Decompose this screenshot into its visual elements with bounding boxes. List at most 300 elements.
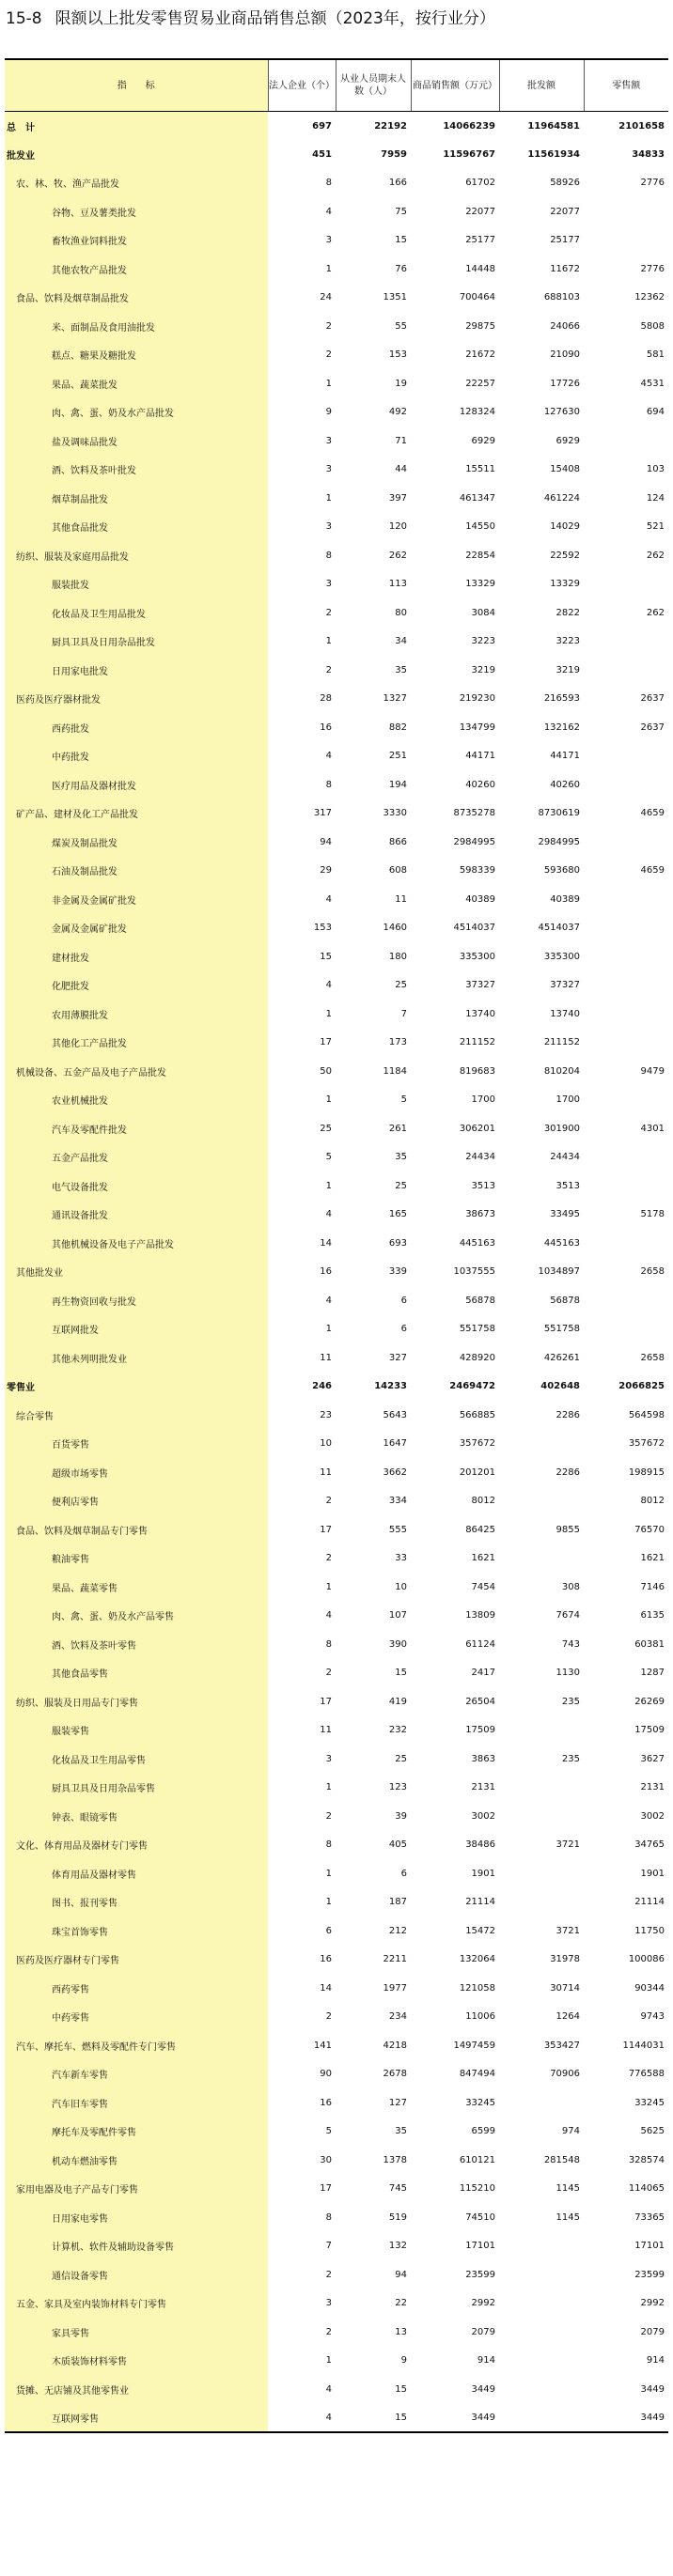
wholesale-cell: 127630 bbox=[543, 407, 580, 418]
wholesale-cell: 15408 bbox=[550, 464, 580, 475]
indicator-cell: 文化、体育用品及器材专门零售 bbox=[5, 1831, 268, 1860]
indicator-cell: 零售业 bbox=[5, 1373, 268, 1402]
enterprises-cell: 9 bbox=[325, 407, 332, 418]
table-row bbox=[5, 1286, 668, 1315]
wholesale-cell: 3721 bbox=[556, 1839, 580, 1851]
enterprises-cell: 1 bbox=[325, 636, 332, 647]
wholesale-cell: 2822 bbox=[556, 607, 580, 618]
indicator-cell: 其他未列明批发业 bbox=[5, 1343, 268, 1373]
table-row bbox=[5, 1802, 668, 1831]
indicator-cell: 互联网零售 bbox=[5, 2404, 268, 2433]
enterprises-cell: 90 bbox=[320, 2069, 332, 2080]
table-row bbox=[5, 1916, 668, 1946]
indicator-cell: 西药批发 bbox=[5, 713, 268, 742]
retail-cell: 17509 bbox=[634, 1725, 665, 1736]
employees-cell: 15 bbox=[336, 2404, 411, 2433]
wholesale-cell bbox=[499, 1487, 584, 1516]
employees-cell: 693 bbox=[388, 1237, 407, 1249]
indicator-cell: 服装零售 bbox=[5, 1716, 268, 1746]
sales-cell: 134799 bbox=[459, 722, 495, 733]
employees-cell: 7 bbox=[400, 1008, 407, 1019]
table-row bbox=[5, 2088, 668, 2118]
wholesale-cell: 3223 bbox=[556, 636, 580, 647]
table-row bbox=[5, 2289, 668, 2319]
employees-cell: 173 bbox=[388, 1037, 407, 1048]
retail-cell: 2658 bbox=[640, 1266, 665, 1278]
employees-cell: 3662 bbox=[383, 1466, 407, 1478]
retail-cell: 8012 bbox=[640, 1496, 665, 1507]
sales-cell: 819683 bbox=[459, 1065, 495, 1077]
wholesale-cell bbox=[499, 2404, 584, 2433]
employees-cell: 94 bbox=[395, 2269, 407, 2280]
employees-cell: 866 bbox=[388, 836, 407, 847]
sales-cell: 29875 bbox=[465, 320, 495, 332]
enterprises-cell: 23 bbox=[320, 1409, 332, 1420]
sales-cell: 23599 bbox=[465, 2269, 495, 2280]
table-row bbox=[5, 1114, 668, 1143]
wholesale-cell: 216593 bbox=[543, 693, 580, 705]
indicator-cell: 电气设备批发 bbox=[5, 1172, 268, 1201]
retail-cell bbox=[584, 1000, 668, 1029]
sales-cell: 86425 bbox=[465, 1524, 495, 1535]
employees-cell: 9 bbox=[400, 2355, 407, 2367]
sales-cell: 24434 bbox=[465, 1152, 495, 1163]
retail-cell: 21114 bbox=[634, 1897, 665, 1908]
table-body bbox=[5, 112, 668, 2433]
sales-cell: 3449 bbox=[411, 2404, 499, 2433]
wholesale-cell: 1264 bbox=[556, 2011, 580, 2023]
employees-cell: 397 bbox=[388, 492, 407, 504]
table-row bbox=[5, 1602, 668, 1631]
employees-cell: 15 bbox=[395, 1668, 407, 1679]
employees-cell: 212 bbox=[388, 1925, 407, 1936]
sales-cell: 700464 bbox=[459, 292, 495, 303]
indicator-cell: 烟草制品批发 bbox=[5, 484, 268, 513]
employees-cell: 11 bbox=[395, 893, 407, 905]
employees-cell: 327 bbox=[388, 1352, 407, 1363]
employees-cell: 33 bbox=[395, 1553, 407, 1564]
enterprises-cell: 1 bbox=[325, 2355, 332, 2367]
retail-cell: 5625 bbox=[640, 2126, 665, 2137]
header-indicator: 指 标 bbox=[5, 59, 268, 112]
retail-cell: 776588 bbox=[628, 2069, 665, 2080]
employees-cell: 34 bbox=[395, 636, 407, 647]
wholesale-cell: 40260 bbox=[550, 779, 580, 790]
wholesale-cell: 33495 bbox=[550, 1209, 580, 1220]
employees-cell: 419 bbox=[388, 1696, 407, 1707]
indicator-cell: 家用电器及电子产品专门零售 bbox=[5, 2175, 268, 2204]
indicator-cell: 中药批发 bbox=[5, 742, 268, 771]
indicator-cell: 便利店零售 bbox=[5, 1487, 268, 1516]
sales-cell: 2469472 bbox=[449, 1381, 495, 1392]
wholesale-cell: 301900 bbox=[543, 1123, 580, 1134]
retail-cell: 100086 bbox=[628, 1954, 665, 1965]
indicator-cell: 通讯设备批发 bbox=[5, 1201, 268, 1230]
sales-cell: 13809 bbox=[465, 1610, 495, 1622]
table-row bbox=[5, 1687, 668, 1716]
enterprises-cell: 1 bbox=[325, 1868, 332, 1879]
table-row bbox=[5, 857, 668, 886]
indicator-cell: 其他批发业 bbox=[5, 1258, 268, 1287]
indicator-cell: 五金、家具及室内装饰材料专门零售 bbox=[5, 2289, 268, 2319]
employees-cell: 1184 bbox=[383, 1065, 407, 1077]
employees-cell: 2211 bbox=[383, 1954, 407, 1965]
retail-cell: 4301 bbox=[640, 1123, 665, 1134]
retail-cell: 357672 bbox=[628, 1438, 665, 1450]
enterprises-cell: 4 bbox=[325, 980, 332, 991]
retail-cell bbox=[584, 742, 668, 771]
indicator-cell: 矿产品、建材及化工产品批发 bbox=[5, 799, 268, 829]
employees-cell: 80 bbox=[395, 607, 407, 618]
sales-cell: 211152 bbox=[459, 1037, 495, 1048]
retail-cell: 73365 bbox=[634, 2211, 665, 2223]
indicator-cell: 果品、蔬菜批发 bbox=[5, 369, 268, 398]
employees-cell: 113 bbox=[388, 579, 407, 590]
table-row bbox=[5, 770, 668, 799]
enterprises-cell: 17 bbox=[320, 1037, 332, 1048]
employees-cell: 1351 bbox=[383, 292, 407, 303]
employees-cell: 25 bbox=[395, 980, 407, 991]
retail-cell: 914 bbox=[646, 2355, 665, 2367]
indicator-cell: 服装批发 bbox=[5, 570, 268, 599]
enterprises-cell: 3 bbox=[325, 2298, 332, 2309]
wholesale-cell: 14029 bbox=[550, 521, 580, 533]
retail-cell: 198915 bbox=[628, 1466, 665, 1478]
enterprises-cell: 2 bbox=[325, 1496, 332, 1507]
indicator-cell: 家具零售 bbox=[5, 2318, 268, 2347]
table-row bbox=[5, 1831, 668, 1860]
sales-cell: 3084 bbox=[471, 607, 495, 618]
enterprises-cell: 3 bbox=[325, 521, 332, 533]
indicator-cell: 汽车旧车零售 bbox=[5, 2088, 268, 2118]
enterprises-cell: 8 bbox=[325, 1839, 332, 1851]
enterprises-cell: 4 bbox=[325, 751, 332, 762]
indicator-cell: 汽车新车零售 bbox=[5, 2060, 268, 2089]
enterprises-cell: 10 bbox=[320, 1438, 332, 1450]
employees-cell: 44 bbox=[395, 464, 407, 475]
wholesale-cell: 308 bbox=[561, 1581, 580, 1592]
enterprises-cell: 1 bbox=[325, 1094, 332, 1106]
wholesale-cell: 58926 bbox=[550, 178, 580, 189]
wholesale-cell: 44171 bbox=[550, 751, 580, 762]
enterprises-cell: 4 bbox=[325, 893, 332, 905]
retail-cell: 7146 bbox=[640, 1581, 665, 1592]
employees-cell: 71 bbox=[395, 435, 407, 446]
wholesale-cell: 17726 bbox=[550, 378, 580, 389]
indicator-cell: 医药及医疗器材专门零售 bbox=[5, 1946, 268, 1975]
sales-cell: 847494 bbox=[459, 2069, 495, 2080]
employees-cell: 15 bbox=[395, 235, 407, 246]
sales-cell: 7454 bbox=[471, 1581, 495, 1592]
sales-cell: 357672 bbox=[459, 1438, 495, 1450]
retail-cell: 328574 bbox=[628, 2154, 665, 2165]
enterprises-cell: 5 bbox=[325, 1152, 332, 1163]
sales-cell: 598339 bbox=[459, 865, 495, 877]
employees-cell: 166 bbox=[388, 178, 407, 189]
retail-cell bbox=[584, 628, 668, 657]
sales-cell: 3513 bbox=[471, 1180, 495, 1191]
wholesale-cell: 24066 bbox=[550, 320, 580, 332]
wholesale-cell: 461224 bbox=[543, 492, 580, 504]
employees-cell: 75 bbox=[395, 206, 407, 217]
indicator-cell: 其他食品批发 bbox=[5, 513, 268, 542]
wholesale-cell: 22592 bbox=[550, 550, 580, 561]
enterprises-cell: 14 bbox=[320, 1982, 332, 1994]
enterprises-cell: 94 bbox=[320, 836, 332, 847]
retail-cell: 5808 bbox=[640, 320, 665, 332]
employees-cell: 35 bbox=[395, 2126, 407, 2137]
table-row bbox=[5, 2003, 668, 2032]
sales-cell: 22257 bbox=[465, 378, 495, 389]
retail-cell: 4659 bbox=[640, 808, 665, 819]
retail-cell bbox=[584, 226, 668, 256]
wholesale-cell: 22077 bbox=[550, 206, 580, 217]
sales-cell: 21114 bbox=[465, 1897, 495, 1908]
enterprises-cell: 17 bbox=[320, 1524, 332, 1535]
retail-cell: 90344 bbox=[634, 1982, 665, 1994]
wholesale-cell bbox=[499, 2375, 584, 2404]
wholesale-cell: 3219 bbox=[556, 664, 580, 675]
employees-cell: 555 bbox=[388, 1524, 407, 1535]
indicator-cell: 机械设备、五金产品及电子产品批发 bbox=[5, 1057, 268, 1086]
retail-cell: 5178 bbox=[640, 1209, 665, 1220]
sales-cell: 201201 bbox=[459, 1466, 495, 1478]
retail-cell: 2066825 bbox=[618, 1381, 665, 1392]
wholesale-cell: 3513 bbox=[556, 1180, 580, 1191]
wholesale-cell: 56878 bbox=[550, 1295, 580, 1306]
table-row bbox=[5, 942, 668, 971]
table-row bbox=[5, 971, 668, 1001]
employees-cell: 35 bbox=[395, 664, 407, 675]
employees-cell: 1378 bbox=[383, 2154, 407, 2165]
wholesale-cell: 593680 bbox=[543, 865, 580, 877]
header-wholesale: 批发额 bbox=[499, 59, 584, 112]
employees-cell: 2678 bbox=[383, 2069, 407, 2080]
retail-cell: 3449 bbox=[584, 2404, 668, 2433]
sales-cell: 3223 bbox=[471, 636, 495, 647]
wholesale-cell: 3721 bbox=[556, 1925, 580, 1936]
table-row bbox=[5, 1659, 668, 1688]
table-row bbox=[5, 112, 668, 141]
indicator-cell: 五金产品批发 bbox=[5, 1143, 268, 1172]
enterprises-cell: 8 bbox=[325, 550, 332, 561]
employees-cell: 390 bbox=[388, 1638, 407, 1650]
table-row bbox=[5, 1974, 668, 2003]
retail-cell: 26269 bbox=[634, 1696, 665, 1707]
header-sales: 商品销售额（万元） bbox=[411, 59, 499, 112]
enterprises-cell: 3 bbox=[325, 579, 332, 590]
sales-cell: 26504 bbox=[465, 1696, 495, 1707]
sales-cell: 128324 bbox=[459, 407, 495, 418]
indicator-cell: 化肥批发 bbox=[5, 971, 268, 1001]
retail-cell: 2658 bbox=[640, 1352, 665, 1363]
retail-cell: 1901 bbox=[640, 1868, 665, 1879]
retail-cell: 4659 bbox=[640, 865, 665, 877]
enterprises-cell: 2 bbox=[325, 1810, 332, 1822]
employees-cell: 6 bbox=[400, 1324, 407, 1335]
indicator-cell: 肉、禽、蛋、奶及水产品批发 bbox=[5, 398, 268, 427]
employees-cell: 1460 bbox=[383, 923, 407, 934]
sales-cell: 37327 bbox=[465, 980, 495, 991]
retail-cell: 1287 bbox=[640, 1668, 665, 1679]
wholesale-cell bbox=[499, 1774, 584, 1803]
sales-cell: 461347 bbox=[459, 492, 495, 504]
indicator-cell: 石油及制品批发 bbox=[5, 857, 268, 886]
enterprises-cell: 17 bbox=[320, 1696, 332, 1707]
employees-cell: 5643 bbox=[383, 1409, 407, 1420]
sales-cell: 6929 bbox=[471, 435, 495, 446]
table-row bbox=[5, 1774, 668, 1803]
retail-cell: 23599 bbox=[634, 2269, 665, 2280]
sales-cell: 445163 bbox=[459, 1237, 495, 1249]
retail-cell: 1621 bbox=[640, 1553, 665, 1564]
indicator-cell: 医药及医疗器材批发 bbox=[5, 685, 268, 714]
enterprises-cell: 24 bbox=[320, 292, 332, 303]
sales-cell: 22854 bbox=[465, 550, 495, 561]
enterprises-cell: 17 bbox=[320, 2183, 332, 2195]
enterprises-cell: 4 bbox=[325, 2383, 332, 2395]
indicator-cell: 盐及调味品批发 bbox=[5, 427, 268, 456]
employees-cell: 13 bbox=[395, 2326, 407, 2337]
indicator-cell: 食品、饮料及烟草制品专门零售 bbox=[5, 1515, 268, 1544]
enterprises-cell: 16 bbox=[320, 722, 332, 733]
table-row bbox=[5, 2347, 668, 2376]
sales-cell: 335300 bbox=[459, 951, 495, 962]
table-row bbox=[5, 656, 668, 685]
table-row bbox=[5, 197, 668, 226]
employees-cell: 6 bbox=[400, 1868, 407, 1879]
indicator-cell: 建材批发 bbox=[5, 942, 268, 971]
indicator-cell: 煤炭及制品批发 bbox=[5, 828, 268, 857]
retail-cell: 76570 bbox=[634, 1524, 665, 1535]
employees-cell: 187 bbox=[388, 1897, 407, 1908]
employees-cell: 608 bbox=[388, 865, 407, 877]
table-row bbox=[5, 1745, 668, 1774]
enterprises-cell: 8 bbox=[325, 779, 332, 790]
indicator-cell: 机动车燃油零售 bbox=[5, 2146, 268, 2175]
employees-cell: 261 bbox=[388, 1123, 407, 1134]
sales-cell: 2984995 bbox=[453, 836, 495, 847]
indicator-cell: 中药零售 bbox=[5, 2003, 268, 2032]
sales-cell: 6599 bbox=[471, 2126, 495, 2137]
employees-cell: 123 bbox=[388, 1782, 407, 1793]
indicator-cell: 货摊、无店铺及其他零售业 bbox=[5, 2375, 268, 2404]
table-row bbox=[5, 2146, 668, 2175]
employees-cell: 232 bbox=[388, 1725, 407, 1736]
indicator-cell: 粮油零售 bbox=[5, 1544, 268, 1574]
retail-cell: 2776 bbox=[640, 263, 665, 274]
indicator-cell: 农用薄膜批发 bbox=[5, 1000, 268, 1029]
sales-cell: 15472 bbox=[465, 1925, 495, 1936]
retail-cell bbox=[584, 1172, 668, 1201]
enterprises-cell: 28 bbox=[320, 693, 332, 705]
table-row bbox=[5, 541, 668, 570]
retail-cell: 3627 bbox=[640, 1753, 665, 1764]
enterprises-cell: 4 bbox=[325, 1209, 332, 1220]
employees-cell: 745 bbox=[388, 2183, 407, 2195]
sales-cell: 44171 bbox=[465, 751, 495, 762]
indicator-cell: 计算机、软件及辅助设备零售 bbox=[5, 2232, 268, 2261]
enterprises-cell: 2 bbox=[325, 349, 332, 361]
employees-cell: 39 bbox=[395, 1810, 407, 1822]
employees-cell: 15 bbox=[395, 2383, 407, 2395]
wholesale-cell: 402648 bbox=[540, 1381, 580, 1392]
enterprises-cell: 3 bbox=[325, 235, 332, 246]
employees-cell: 127 bbox=[388, 2097, 407, 2108]
employees-cell: 334 bbox=[388, 1496, 407, 1507]
sales-cell: 33245 bbox=[465, 2097, 495, 2108]
sales-cell: 132064 bbox=[459, 1954, 495, 1965]
wholesale-cell bbox=[499, 1859, 584, 1888]
wholesale-cell: 9855 bbox=[556, 1524, 580, 1535]
wholesale-cell: 11964581 bbox=[527, 120, 580, 132]
table-row bbox=[5, 1946, 668, 1975]
wholesale-cell: 353427 bbox=[543, 2040, 580, 2051]
sales-cell: 121058 bbox=[459, 1982, 495, 1994]
wholesale-cell: 211152 bbox=[543, 1037, 580, 1048]
retail-cell: 34765 bbox=[634, 1839, 665, 1851]
table-row bbox=[5, 1573, 668, 1602]
enterprises-cell: 16 bbox=[320, 1266, 332, 1278]
table-row bbox=[5, 799, 668, 829]
retail-cell bbox=[584, 770, 668, 799]
sales-cell: 11596767 bbox=[443, 148, 495, 160]
sales-cell: 25177 bbox=[465, 235, 495, 246]
indicator-cell: 食品、饮料及烟草制品批发 bbox=[5, 284, 268, 313]
wholesale-cell bbox=[499, 2232, 584, 2261]
indicator-cell: 厨具卫具及日用杂品零售 bbox=[5, 1774, 268, 1803]
enterprises-cell: 1 bbox=[325, 378, 332, 389]
table-row bbox=[5, 484, 668, 513]
table-row bbox=[5, 2118, 668, 2147]
employees-cell: 107 bbox=[388, 1610, 407, 1622]
retail-cell: 9743 bbox=[640, 2011, 665, 2023]
sales-cell: 3863 bbox=[471, 1753, 495, 1764]
indicator-cell: 酒、饮料及茶叶零售 bbox=[5, 1630, 268, 1659]
indicator-cell: 图书、报刊零售 bbox=[5, 1888, 268, 1917]
employees-cell: 22 bbox=[395, 2298, 407, 2309]
sales-cell: 38486 bbox=[465, 1839, 495, 1851]
table-row bbox=[5, 1458, 668, 1487]
employees-cell: 5 bbox=[400, 1094, 407, 1106]
sales-cell: 11006 bbox=[465, 2011, 495, 2023]
table-row bbox=[5, 427, 668, 456]
sales-cell: 2131 bbox=[471, 1782, 495, 1793]
indicator-cell: 其他化工产品批发 bbox=[5, 1029, 268, 1058]
employees-cell: 1327 bbox=[383, 693, 407, 705]
employees-cell: 1647 bbox=[383, 1438, 407, 1450]
retail-cell: 694 bbox=[646, 407, 665, 418]
enterprises-cell: 2 bbox=[325, 2269, 332, 2280]
retail-cell: 4531 bbox=[640, 378, 665, 389]
enterprises-cell: 451 bbox=[312, 148, 332, 160]
retail-cell bbox=[584, 1086, 668, 1115]
sales-cell: 14550 bbox=[465, 521, 495, 533]
retail-cell: 17101 bbox=[634, 2241, 665, 2252]
indicator-cell: 其他食品零售 bbox=[5, 1659, 268, 1688]
table-row bbox=[5, 685, 668, 714]
enterprises-cell: 4 bbox=[325, 1295, 332, 1306]
enterprises-cell: 4 bbox=[268, 2404, 336, 2433]
sales-cell: 2079 bbox=[471, 2326, 495, 2337]
table-number: 15-8 bbox=[6, 9, 42, 28]
retail-cell bbox=[584, 942, 668, 971]
wholesale-cell: 551758 bbox=[543, 1324, 580, 1335]
sales-cell: 914 bbox=[477, 2355, 495, 2367]
table-row bbox=[5, 226, 668, 256]
indicator-cell: 酒、饮料及茶叶批发 bbox=[5, 456, 268, 485]
enterprises-cell: 3 bbox=[325, 435, 332, 446]
